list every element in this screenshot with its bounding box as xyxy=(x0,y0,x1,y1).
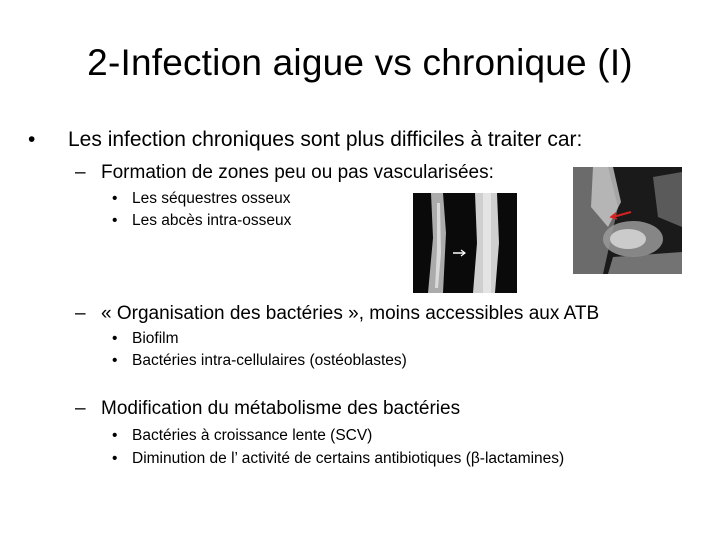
section-heading: « Organisation des bactéries », moins accessibles aux ATB xyxy=(101,303,600,324)
dash-marker: – xyxy=(75,162,86,183)
sub-bullet xyxy=(112,190,291,208)
section-vascularisation xyxy=(75,162,494,184)
sub-bullet xyxy=(112,450,564,468)
bullet-marker: • xyxy=(28,128,36,151)
sub-bullet xyxy=(112,427,372,445)
main-bullet xyxy=(28,128,582,152)
section-heading: Modification du métabolisme des bactéries xyxy=(101,398,461,419)
sub-bullet-text: Les abcès intra-osseux xyxy=(132,212,292,229)
section-heading: Formation de zones peu ou pas vascularisées: xyxy=(101,162,494,183)
sub-bullet xyxy=(112,352,407,370)
sub-bullet-text: Bactéries intra-cellulaires (ostéoblastes) xyxy=(132,352,407,369)
sub-bullet-text: Les séquestres osseux xyxy=(132,190,291,207)
sub-bullet xyxy=(112,212,291,230)
sub-bullet-text: Biofilm xyxy=(132,330,179,347)
bullet-marker: • xyxy=(112,352,118,369)
sub-bullet xyxy=(112,330,179,348)
bullet-marker: • xyxy=(112,330,118,347)
section-organisation xyxy=(75,303,599,325)
xray-image xyxy=(413,193,517,293)
sub-bullet-text: Diminution de l’ activité de certains antibiotiques (β-lactamines) xyxy=(132,450,565,467)
bullet-marker: • xyxy=(112,450,118,467)
bullet-marker: • xyxy=(112,212,118,229)
mri-image xyxy=(573,167,682,274)
bullet-marker: • xyxy=(112,427,118,444)
main-bullet-text: Les infection chroniques sont plus difficiles à traiter car: xyxy=(68,128,583,151)
bullet-marker: • xyxy=(112,190,118,207)
dash-marker: – xyxy=(75,303,86,324)
dash-marker: – xyxy=(75,398,86,419)
slide-title: 2-Infection aigue vs chronique (I) xyxy=(87,42,633,83)
section-metabolisme xyxy=(75,398,460,420)
sub-bullet-text: Bactéries à croissance lente (SCV) xyxy=(132,427,373,444)
